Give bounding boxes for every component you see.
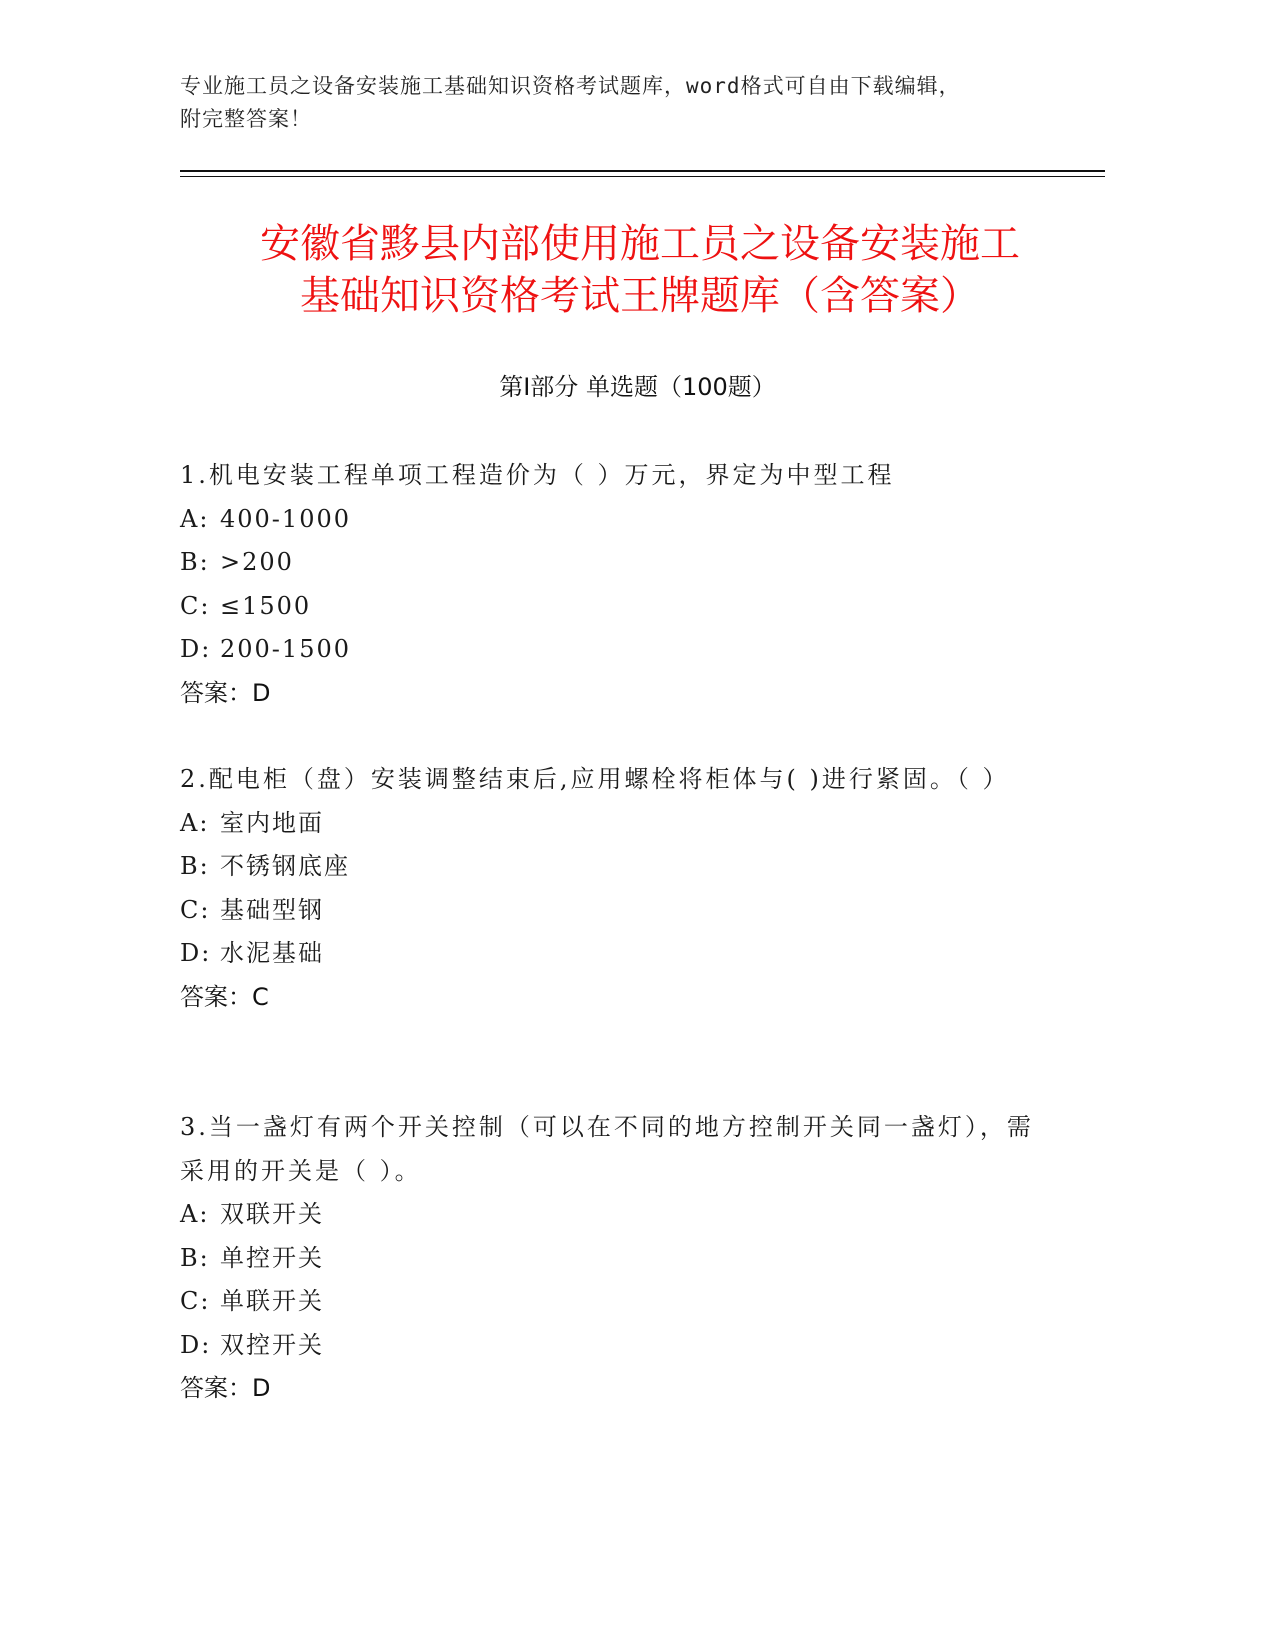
header-divider-thick bbox=[180, 170, 1105, 172]
option-letter: C: bbox=[180, 895, 211, 924]
question-1 bbox=[180, 454, 1060, 715]
option-b bbox=[180, 845, 1060, 889]
answer-line: 答案：C bbox=[180, 982, 269, 1011]
option-text: 400-1000 bbox=[220, 504, 351, 533]
document-title bbox=[140, 218, 1140, 322]
option-a bbox=[180, 498, 1060, 542]
option-text: 200-1500 bbox=[220, 635, 351, 663]
option-letter: A: bbox=[180, 504, 210, 533]
option-text: 室内地面 bbox=[220, 808, 324, 837]
option-letter: B: bbox=[180, 548, 210, 576]
option-text: 基础型钢 bbox=[220, 895, 324, 924]
option-text: >200 bbox=[220, 548, 294, 576]
question-3 bbox=[180, 1106, 1060, 1411]
question-stem: 2.配电柜（盘）安装调整结束后,应用螺栓将柜体与( )进行紧固。（ ） bbox=[180, 765, 1010, 793]
option-c bbox=[180, 889, 1060, 933]
option-a bbox=[180, 1193, 1060, 1237]
option-letter: B: bbox=[180, 1243, 210, 1272]
option-c bbox=[180, 1280, 1060, 1324]
option-d bbox=[180, 932, 1060, 976]
header-note-line-1: 专业施工员之设备安装施工基础知识资格考试题库，word格式可自由下载编辑， bbox=[180, 74, 961, 98]
option-text: 单控开关 bbox=[220, 1243, 324, 1272]
option-letter: C: bbox=[180, 1287, 211, 1315]
option-c bbox=[180, 585, 1060, 629]
option-b bbox=[180, 541, 1060, 585]
option-text: 双联开关 bbox=[220, 1200, 324, 1228]
option-text: 双控开关 bbox=[220, 1330, 324, 1359]
option-d bbox=[180, 628, 1060, 672]
option-text: ≤1500 bbox=[220, 591, 312, 620]
header-divider-thin bbox=[180, 176, 1105, 177]
option-letter: D: bbox=[180, 635, 212, 663]
option-a bbox=[180, 802, 1060, 846]
option-b bbox=[180, 1237, 1060, 1281]
option-text: 水泥基础 bbox=[220, 939, 324, 967]
document-title-line-2: 基础知识资格考试王牌题库（含答案） bbox=[300, 273, 980, 319]
question-stem: 1.机电安装工程单项工程造价为（ ）万元，界定为中型工程 bbox=[180, 461, 895, 489]
answer-line: 答案：D bbox=[180, 678, 271, 707]
answer-line: 答案：D bbox=[180, 1374, 271, 1402]
option-letter: D: bbox=[180, 1330, 212, 1359]
option-letter: A: bbox=[180, 808, 210, 837]
option-text: 不锈钢底座 bbox=[220, 852, 350, 880]
header-note-line-2: 附完整答案！ bbox=[180, 107, 312, 131]
section-heading: 第Ⅰ部分 单选题（100题） bbox=[499, 373, 776, 401]
document-header-note bbox=[180, 70, 1080, 136]
option-text: 单联开关 bbox=[220, 1287, 324, 1315]
option-letter: C: bbox=[180, 591, 211, 620]
question-stem: 3.当一盏灯有两个开关控制（可以在不同的地方控制开关同一盏灯），需采用的开关是（ ）。 bbox=[180, 1113, 1034, 1185]
option-letter: A: bbox=[180, 1200, 210, 1228]
option-letter: D: bbox=[180, 939, 212, 967]
option-d bbox=[180, 1324, 1060, 1368]
document-title-line-1: 安徽省黟县内部使用施工员之设备安装施工 bbox=[260, 221, 1020, 267]
question-2 bbox=[180, 758, 1060, 1019]
option-letter: B: bbox=[180, 852, 210, 880]
